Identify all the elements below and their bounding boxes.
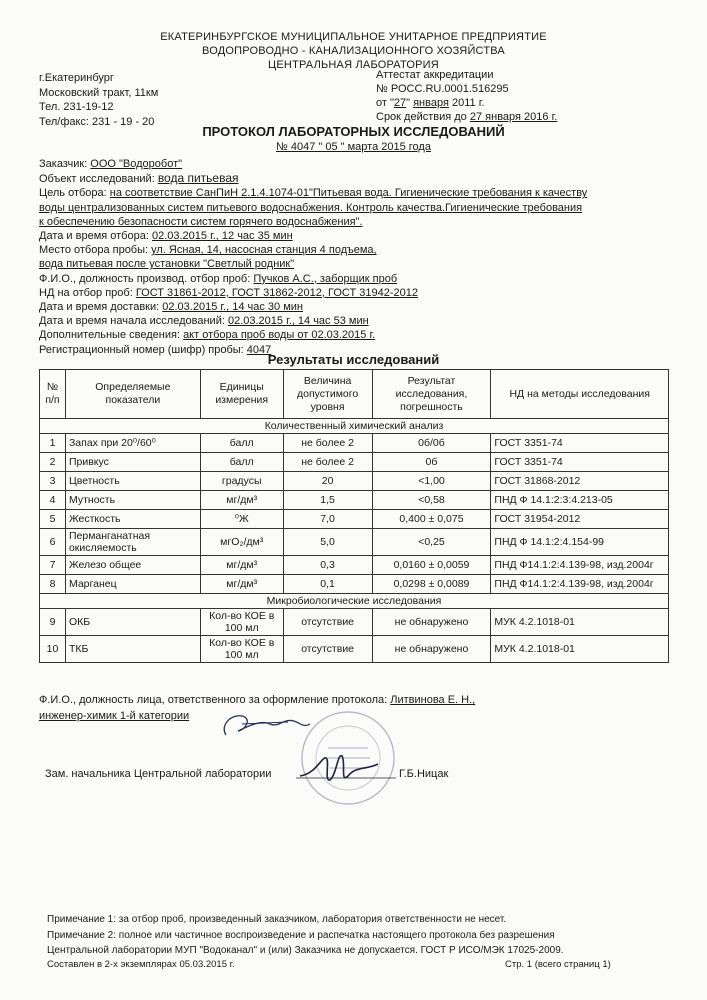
cell-method: МУК 4.2.1018-01 (491, 609, 669, 636)
sampling-date-row (39, 229, 669, 243)
accreditation-year: 2011 г. (448, 97, 485, 109)
results-table (39, 369, 669, 663)
col-header-unit: Единицы измерения (200, 370, 283, 419)
protocol-number-text: № 4047 " 05 " марта 2015 года (276, 141, 431, 153)
cell-unit: мгО₂/дм³ (200, 529, 283, 556)
cell-limit: не более 2 (283, 453, 372, 472)
cell-indicator: Цветность (65, 472, 200, 491)
nd-row (39, 286, 669, 300)
accreditation-day: 27 (393, 97, 407, 109)
customer-label: Заказчик: (39, 158, 91, 170)
protocol-number (0, 141, 707, 153)
table-row (40, 575, 669, 594)
sample-fields (39, 157, 669, 357)
extra-value: акт отбора проб воды от 02.03.2015 г. (183, 329, 376, 342)
cell-method: ГОСТ 3351-74 (491, 434, 669, 453)
cell-unit: ⁰Ж (200, 510, 283, 529)
cell-number: 1 (40, 434, 66, 453)
sampler-label: Ф.И.О., должность производ. отбор проб: (39, 272, 254, 285)
org-line-2: ВОДОПРОВОДНО - КАНАЛИЗАЦИОННОГО ХОЗЯЙСТВА (202, 45, 505, 57)
place-line-1: ул. Ясная, 14, насосная станция 4 подъема, (151, 244, 377, 257)
lab-contacts (39, 71, 158, 129)
section-row (40, 419, 669, 434)
delivery-value: 02.03.2015 г., 14 час 30 мин (162, 301, 303, 314)
cell-indicator: ОКБ (65, 609, 200, 636)
cell-unit: Кол-во КОЕ в 100 мл (200, 609, 283, 636)
validity (376, 110, 557, 124)
sampling-date-label: Дата и время отбора: (39, 230, 152, 243)
cell-result: <0,25 (372, 529, 491, 556)
object-row (39, 171, 669, 186)
sampler-value: Пучков А.С., заборщик проб (253, 272, 398, 285)
cell-limit: отсутствие (283, 636, 372, 663)
customer-value: ООО "Водоробот" (90, 158, 183, 170)
cell-result: <1,00 (372, 472, 491, 491)
cell-limit: 7,0 (283, 510, 372, 529)
cell-number: 7 (40, 556, 66, 575)
cell-unit: балл (200, 453, 283, 472)
cell-unit: Кол-во КОЕ в 100 мл (200, 636, 283, 663)
note-3: Центральной лаборатории МУП "Водоканал" и (или) Заказчика не допускается. ГОСТ Р ИСО/МЭК 17025-2009. (47, 945, 564, 956)
cell-indicator: Марганец (65, 575, 200, 594)
cell-number: 3 (40, 472, 66, 491)
cell-result: <0,58 (372, 491, 491, 510)
cell-method: МУК 4.2.1018-01 (491, 636, 669, 663)
protocol-title: ПРОТОКОЛ ЛАБОРАТОРНЫХ ИССЛЕДОВАНИЙ (202, 124, 505, 139)
nd-value: ГОСТ 31861-2012, ГОСТ 31862-2012, ГОСТ 31942-2012 (135, 286, 418, 299)
fax: Тел/факс: 231 - 19 - 20 (39, 115, 155, 128)
cell-limit: 20 (283, 472, 372, 491)
cell-limit: 0,3 (283, 556, 372, 575)
table-row (40, 472, 669, 491)
accreditation-label: Аттестат аккредитации (376, 69, 494, 81)
cell-unit: мг/дм³ (200, 556, 283, 575)
cell-indicator: Жесткость (65, 510, 200, 529)
responsible-label: Ф.И.О., должность лица, ответственного за оформление протокола: (39, 694, 391, 706)
page-number: Стр. 1 (всего страниц 1) (505, 959, 611, 970)
cell-indicator: Перманганатная окисляемость (65, 529, 200, 556)
start-value: 02.03.2015 г., 14 час 53 мин (227, 315, 369, 328)
accreditation-date-prefix: от " (376, 97, 394, 109)
table-row (40, 510, 669, 529)
cell-method: ГОСТ 31954-2012 (491, 510, 669, 529)
results-title: Результаты исследований (267, 352, 440, 367)
note-1: Примечание 1: за отбор проб, произведенный заказчиком, лаборатория ответственности не несет. (47, 914, 507, 925)
cell-indicator: Железо общее (65, 556, 200, 575)
notes (47, 912, 667, 959)
signature-2 (296, 746, 396, 790)
section-row (40, 594, 669, 609)
start-row (39, 314, 669, 328)
cell-result: 0,0160 ± 0,0059 (372, 556, 491, 575)
address: Московский тракт, 11км (39, 86, 159, 99)
object-label: Объект исследований: (39, 173, 158, 186)
purpose-line-3: к обеспечению безопасности систем горячего водоснабжения". (39, 215, 363, 228)
cell-result: 0б (372, 453, 491, 472)
col-header-result: Результат исследования, погрешность (372, 370, 491, 419)
org-line-3: ЦЕНТРАЛЬНАЯ ЛАБОРАТОРИЯ (268, 59, 439, 71)
accreditation-month: января (413, 97, 449, 109)
cell-unit: градусы (200, 472, 283, 491)
validity-date: 27 января 2016 г. (469, 111, 558, 123)
deputy-head (45, 768, 271, 780)
sampling-date-value: 02.03.2015 г., 12 час 35 мин (151, 230, 293, 243)
table-row (40, 636, 669, 663)
col-header-number: № п/п (40, 370, 66, 419)
extra-row (39, 328, 669, 342)
accreditation-date (376, 96, 557, 110)
cell-number: 6 (40, 529, 66, 556)
responsible-position (39, 710, 189, 722)
city: г.Екатеринбург (39, 72, 114, 84)
cell-limit: не более 2 (283, 434, 372, 453)
delivery-row (39, 300, 669, 314)
customer-row (39, 157, 669, 171)
sampler-row (39, 272, 669, 286)
purpose-row (39, 186, 669, 200)
cell-limit: 5,0 (283, 529, 372, 556)
responsible-position-text: инженер-химик 1-й категории (39, 710, 190, 722)
col-header-indicator: Определяемые показатели (65, 370, 200, 419)
cell-limit: 0,1 (283, 575, 372, 594)
cell-limit: отсутствие (283, 609, 372, 636)
table-row (40, 556, 669, 575)
cell-number: 9 (40, 609, 66, 636)
cell-method: ПНД Ф 14.1:2:3:4.213-05 (491, 491, 669, 510)
deputy-name: Г.Б.Ницак (399, 768, 449, 780)
table-row (40, 434, 669, 453)
delivery-label: Дата и время доставки: (39, 301, 163, 314)
table-row (40, 529, 669, 556)
reg-value: 4047 (246, 343, 272, 356)
cell-number: 4 (40, 491, 66, 510)
place-row (39, 243, 669, 257)
purpose-row-2 (39, 201, 669, 215)
accreditation-date-mid: " (406, 97, 414, 109)
purpose-line-1: на соответствие СанПиН 2.1.4.1074-01"Питьевая вода. Гигиенические требования к качеству (109, 187, 588, 200)
cell-number: 8 (40, 575, 66, 594)
reg-label: Регистрационный номер (шифр) пробы: (39, 343, 247, 356)
cell-result: 0,0298 ± 0,0089 (372, 575, 491, 594)
cell-method: ПНД Ф14.1:2:4.139-98, изд.2004г (491, 575, 669, 594)
responsible-value: Литвинова Е. Н., (390, 694, 476, 706)
cell-method: ПНД Ф 14.1:2:4.154-99 (491, 529, 669, 556)
accreditation-number: № РОСС.RU.0001.516295 (376, 83, 509, 95)
org-line-1: ЕКАТЕРИНБУРГСКОЕ МУНИЦИПАЛЬНОЕ УНИТАРНОЕ ПРЕДПРИЯТИЕ (160, 31, 547, 43)
table-header-row (40, 370, 669, 419)
cell-method: ГОСТ 3351-74 (491, 453, 669, 472)
cell-result: 0,400 ± 0,075 (372, 510, 491, 529)
cell-indicator: Запах при 20⁰/60⁰ (65, 434, 200, 453)
place-line-2: вода питьевая после установки "Светлый родник" (39, 258, 295, 271)
cell-number: 5 (40, 510, 66, 529)
cell-result: не обнаружено (372, 609, 491, 636)
cell-method: ПНД Ф14.1:2:4.139-98, изд.2004г (491, 556, 669, 575)
cell-unit: балл (200, 434, 283, 453)
object-value: вода питьевая (157, 171, 239, 186)
organization-header (0, 30, 707, 72)
deputy-label: Зам. начальника Центральной лаборатории (45, 768, 272, 780)
section-microbiology: Микробиологические исследования (40, 594, 669, 609)
purpose-row-3 (39, 215, 669, 229)
extra-label: Дополнительные сведения: (39, 329, 184, 342)
cell-indicator: Мутность (65, 491, 200, 510)
cell-number: 2 (40, 453, 66, 472)
cell-method: ГОСТ 31868-2012 (491, 472, 669, 491)
place-label: Место отбора пробы: (39, 244, 152, 257)
cell-indicator: ТКБ (65, 636, 200, 663)
validity-label: Срок действия до (376, 111, 470, 123)
nd-label: НД на отбор проб: (39, 286, 136, 299)
start-label: Дата и время начала исследований: (39, 315, 228, 328)
cell-unit: мг/дм³ (200, 575, 283, 594)
table-row (40, 609, 669, 636)
cell-result: не обнаружено (372, 636, 491, 663)
place-row-2 (39, 257, 669, 271)
cell-limit: 1,5 (283, 491, 372, 510)
table-row (40, 491, 669, 510)
purpose-line-2: воды централизованных систем питьевого водоснабжения. Контроль качества.Гигиенические требования (39, 201, 583, 214)
cell-unit: мг/дм³ (200, 491, 283, 510)
purpose-label: Цель отбора: (39, 187, 110, 200)
col-header-limit: Величина допустимого уровня (283, 370, 372, 419)
col-header-method: НД на методы исследования (491, 370, 669, 419)
table-row (40, 453, 669, 472)
compiled-note: Составлен в 2-х экземплярах 05.03.2015 г. (47, 959, 235, 970)
cell-result: 0б/0б (372, 434, 491, 453)
section-chemical: Количественный химический анализ (40, 419, 669, 434)
phone: Тел. 231-19-12 (39, 101, 114, 113)
note-2: Примечание 2: полное или частичное воспроизведение и распечатка настоящего протокола без разрешения (47, 929, 555, 941)
cell-number: 10 (40, 636, 66, 663)
cell-indicator: Привкус (65, 453, 200, 472)
accreditation-info (376, 68, 557, 124)
